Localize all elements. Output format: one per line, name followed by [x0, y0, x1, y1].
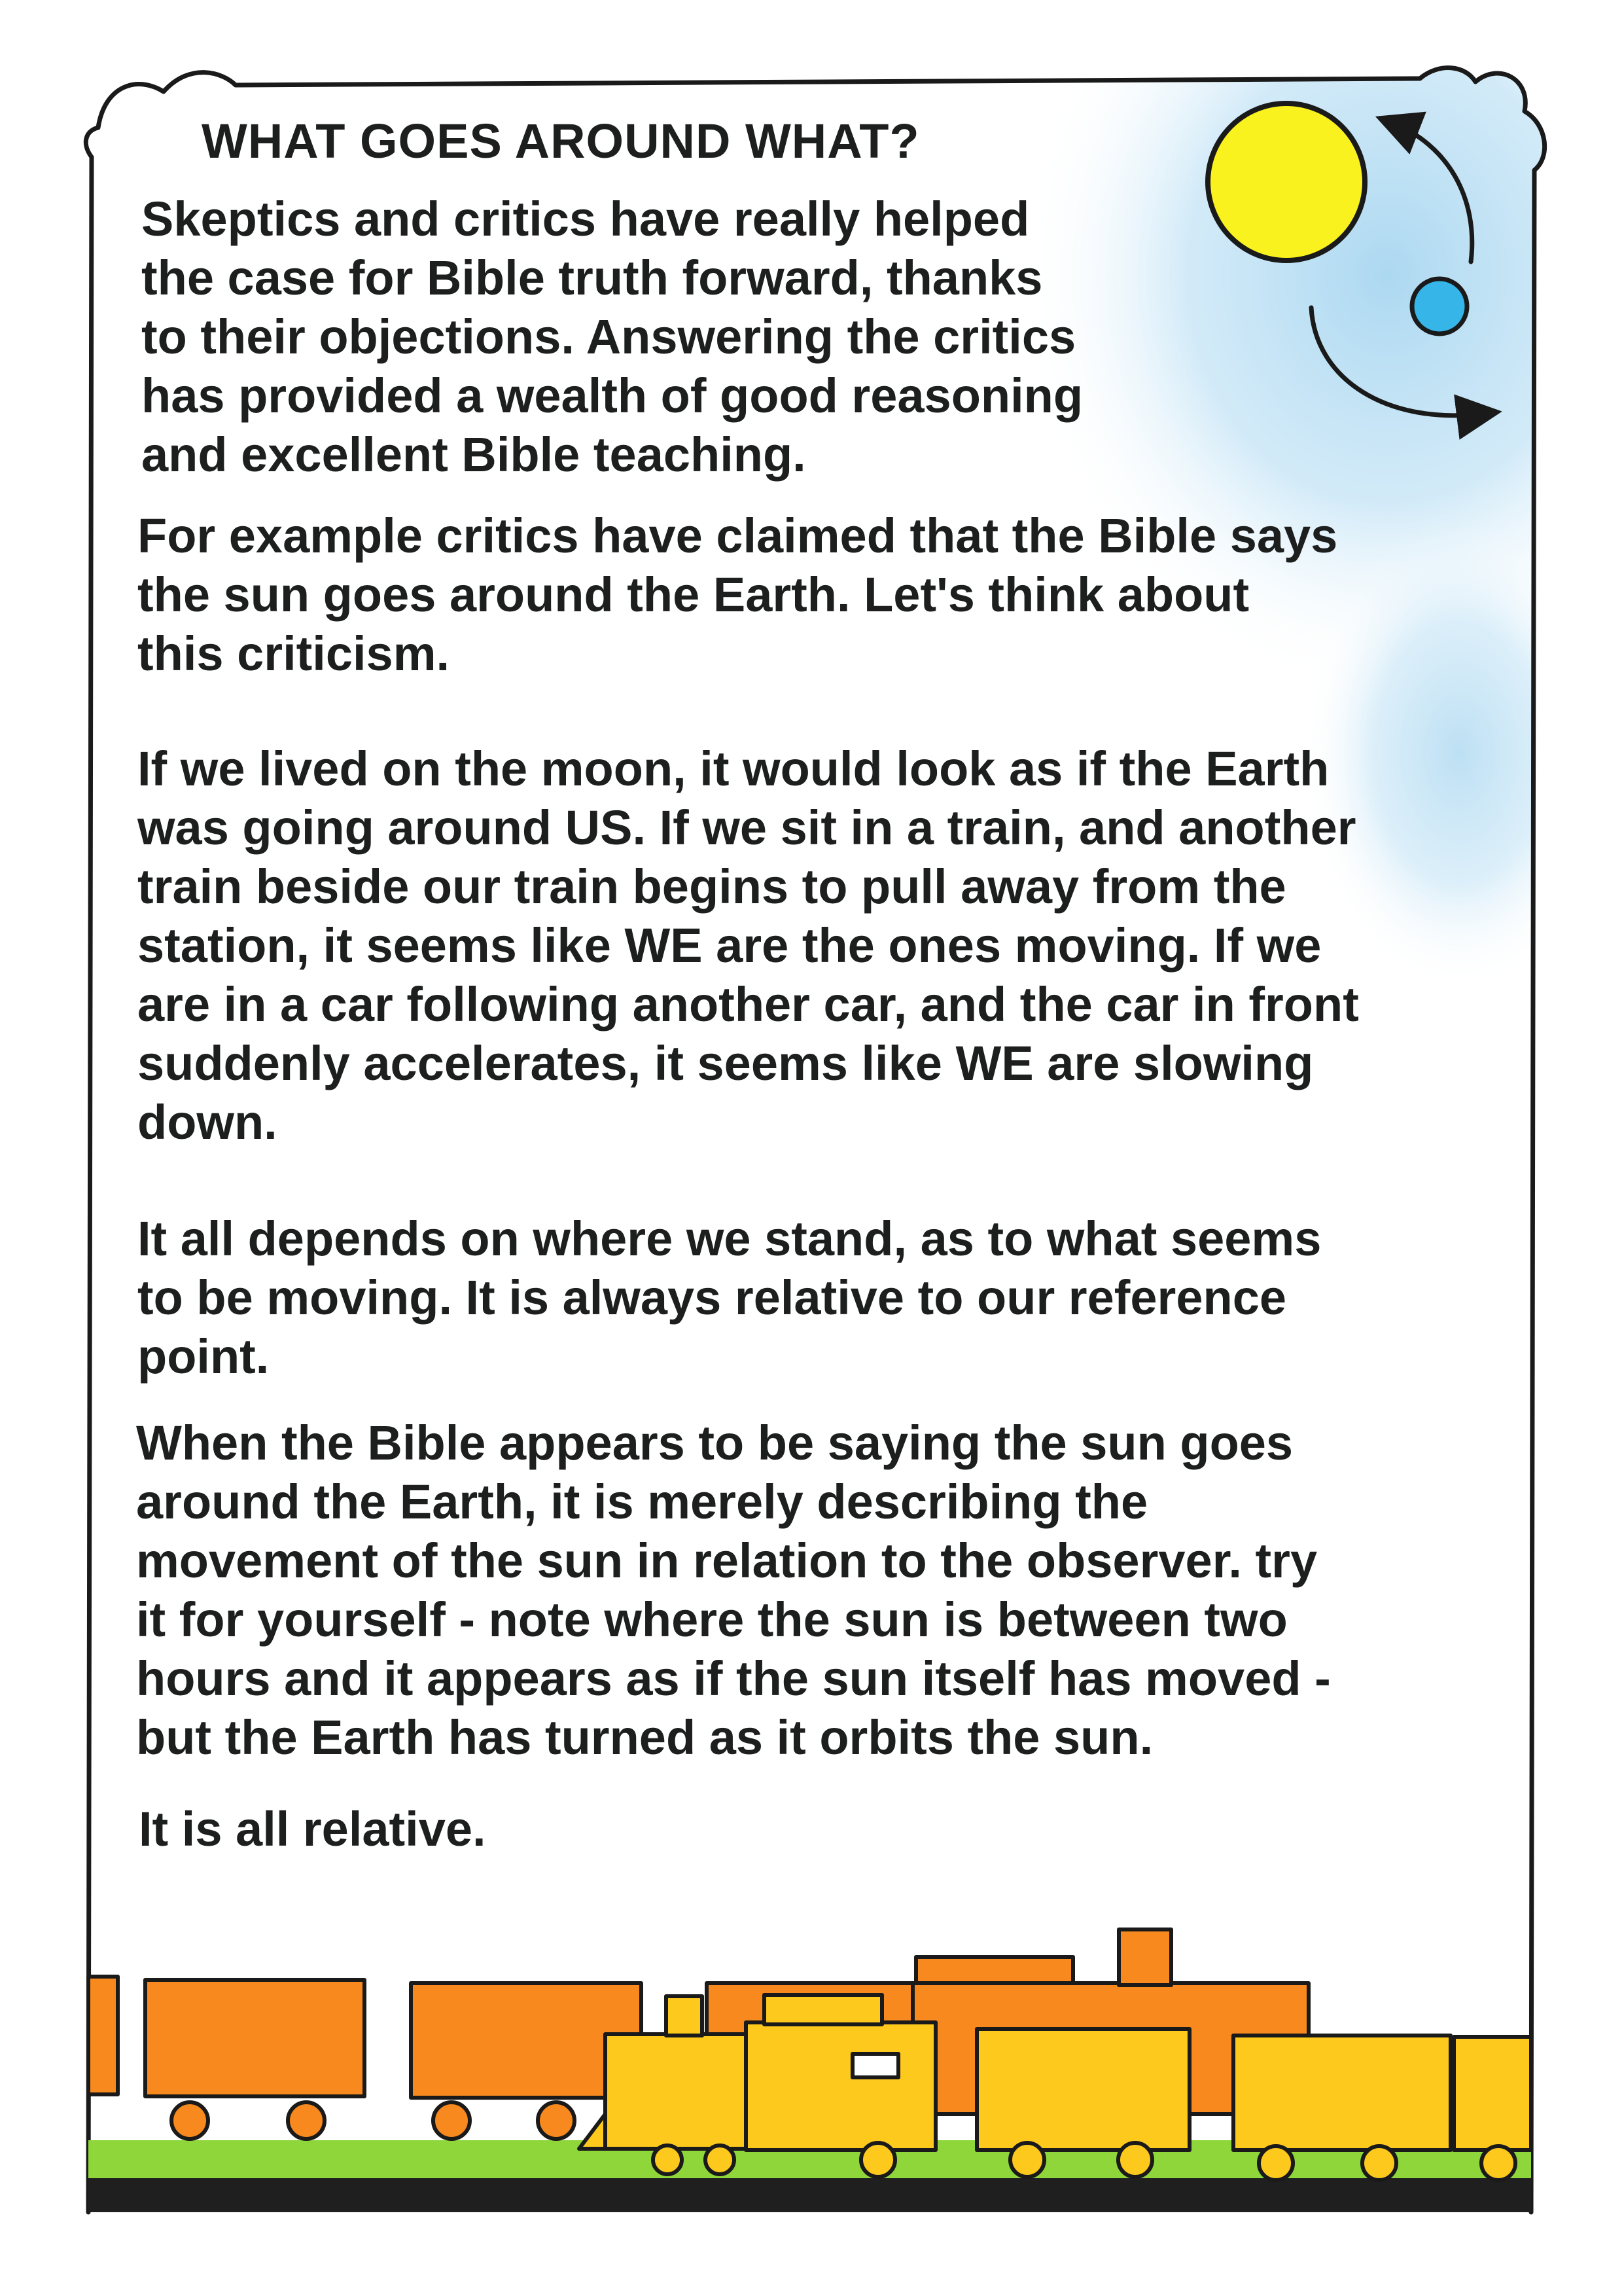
- page-title: WHAT GOES AROUND WHAT?: [202, 114, 920, 168]
- wheel-icon: [538, 2102, 574, 2139]
- wheel-icon: [705, 2145, 734, 2174]
- paragraph-observer: When the Bible appears to be saying the sun goes around the Earth, it is merely describing the movement of the sun in relation to the observer. try it for yourself - note where the sun is between two hours and it appears as if the sun itself has moved - but the Earth has turned as it orbits the sun.: [136, 1416, 1331, 1765]
- wheel-icon: [171, 2102, 208, 2139]
- paragraph-conclusion: It is all relative.: [139, 1802, 486, 1856]
- yellow-caboose-body: [746, 2022, 936, 2150]
- wheel-icon: [1118, 2143, 1152, 2177]
- paragraph-criticism: For example critics have claimed that the Bible says the sun goes around the Earth. Let's think about this criticism.: [137, 509, 1338, 681]
- train-illustration: [88, 1929, 1531, 2212]
- orange-car-1: [88, 1977, 118, 2094]
- orange-car-2: [145, 1980, 364, 2096]
- yellow-engine-chimney: [666, 1996, 702, 2036]
- wheel-icon: [1362, 2146, 1396, 2180]
- intro-paragraph: Skeptics and critics have really helped the case for Bible truth forward, thanks to their objections. Answering the critics has provided a wealth of good reasoning and excellent Bible teaching.: [141, 192, 1084, 482]
- wheel-icon: [1010, 2143, 1044, 2177]
- orange-engine-cab: [1119, 1929, 1171, 1985]
- wheel-icon: [288, 2102, 325, 2139]
- caboose-window: [853, 2054, 898, 2077]
- cowcatcher: [579, 2114, 605, 2149]
- earth-icon: [1412, 279, 1467, 334]
- paragraph-examples: If we lived on the moon, it would look as if the Earth was going around US. If we sit in a train, and another train beside our train begins to pull away from the station, it seems like WE are the ones moving. If we are in a car following another car, and the car in front suddenly accelerates, it seems like WE are slowing down.: [137, 742, 1359, 1149]
- wheel-icon: [653, 2145, 682, 2174]
- yellow-caboose-top: [764, 1995, 882, 2024]
- ground-strip: [88, 2178, 1531, 2212]
- wheel-icon: [1481, 2146, 1515, 2180]
- yellow-car-1: [977, 2029, 1190, 2150]
- yellow-car-2: [1233, 2036, 1451, 2150]
- wheel-icon: [433, 2102, 470, 2139]
- paragraph-reference-point: It all depends on where we stand, as to what seems to be moving. It is always relative to our reference point.: [137, 1211, 1322, 1384]
- yellow-car-3: [1454, 2037, 1531, 2150]
- wheel-icon: [861, 2143, 895, 2177]
- sun-icon: [1208, 103, 1365, 260]
- wheel-icon: [1259, 2146, 1293, 2180]
